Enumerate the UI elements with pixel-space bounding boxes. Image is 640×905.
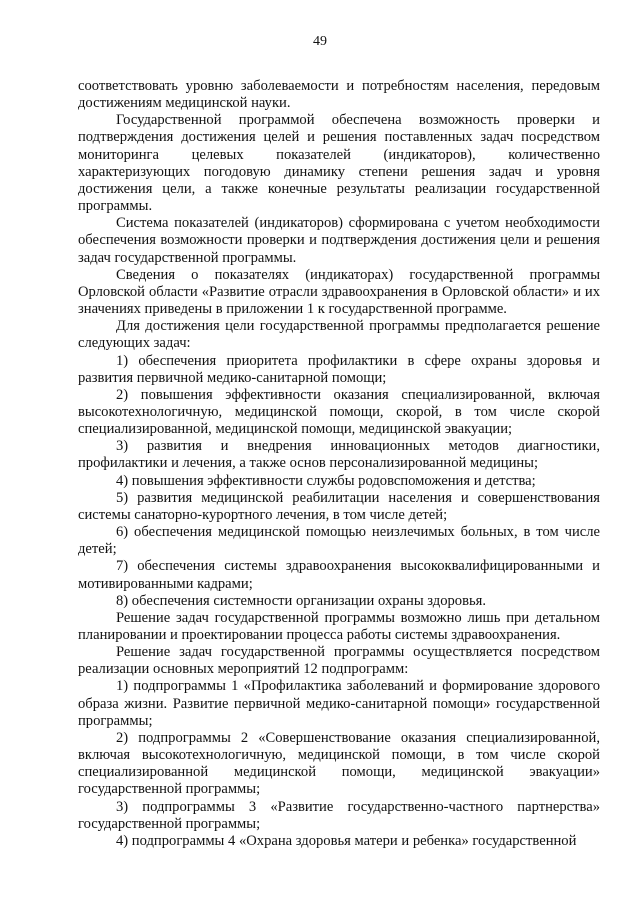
paragraph: 3) подпрограммы 3 «Развитие государственно-частного партнерства» государственной программы; xyxy=(78,798,600,832)
paragraph: Система показателей (индикаторов) сформирована с учетом необходимости обеспечения возможности проверки и подтверждения достижения цели и решения задач государственной программы. xyxy=(78,215,600,266)
paragraph: соответствовать уровню заболеваемости и потребностям населения, передовым достижениям медицинской науки. xyxy=(78,78,600,112)
paragraph: 2) подпрограммы 2 «Совершенствование оказания специализированной, включая высокотехнологичную, медицинской помощи, в том числе скорой специализированной медицинской помощи, медицинской эвакуации» государственной программы; xyxy=(78,729,600,798)
paragraph: 4) повышения эффективности службы родовспоможения и детства; xyxy=(116,472,536,489)
page-number: 49 xyxy=(313,34,327,49)
paragraph: 7) обеспечения системы здравоохранения высококвалифицированными и мотивированными кадрами; xyxy=(78,558,600,592)
body-text xyxy=(78,78,600,850)
paragraph: 4) подпрограммы 4 «Охрана здоровья матери и ребенка» государственной xyxy=(116,832,577,849)
paragraph: Для достижения цели государственной программы предполагается решение следующих задач: xyxy=(78,318,600,352)
paragraph: Решение задач государственной программы возможно лишь при детальном планировании и проектировании процесса работы системы здравоохранения. xyxy=(78,609,600,643)
paragraph: Сведения о показателях (индикаторах) государственной программы Орловской области «Развитие отрасли здравоохранения в Орловской области» и их значениях приведены в приложении 1 к государственной программе. xyxy=(78,266,600,318)
paragraph: 1) подпрограммы 1 «Профилактика заболеваний и формирование здорового образа жизни. Развитие первичной медико-санитарной помощи» государственной программы; xyxy=(78,678,600,729)
paragraph: 3) развития и внедрения инновационных методов диагностики, профилактики и лечения, а также основ персонализированной медицины; xyxy=(78,438,600,472)
paragraph: 6) обеспечения медицинской помощью неизлечимых больных, в том числе детей; xyxy=(78,524,600,558)
paragraph: Решение задач государственной программы осуществляется посредством реализации основных мероприятий 12 подпрограмм: xyxy=(78,644,600,678)
paragraph: 8) обеспечения системности организации охраны здоровья. xyxy=(116,592,487,609)
paragraph: Государственной программой обеспечена возможность проверки и подтверждения достижения целей и решения поставленных задач посредством мониторинга целевых показателей (индикаторов), количественно характеризующих погодовую динамику степени решения задач и уровня достижения цели, а также конечные результаты реализации государственной программы. xyxy=(78,112,600,215)
paragraph: 2) повышения эффективности оказания специализированной, включая высокотехнологичную, медицинской помощи, скорой, в том числе скорой специализированной, медицинской помощи, медицинской эвакуации; xyxy=(78,386,600,438)
paragraph: 1) обеспечения приоритета профилактики в сфере охраны здоровья и развития первичной медико-санитарной помощи; xyxy=(78,352,600,386)
paragraph: 5) развития медицинской реабилитации населения и совершенствования системы санаторно-курортного лечения, в том числе детей; xyxy=(78,489,600,523)
